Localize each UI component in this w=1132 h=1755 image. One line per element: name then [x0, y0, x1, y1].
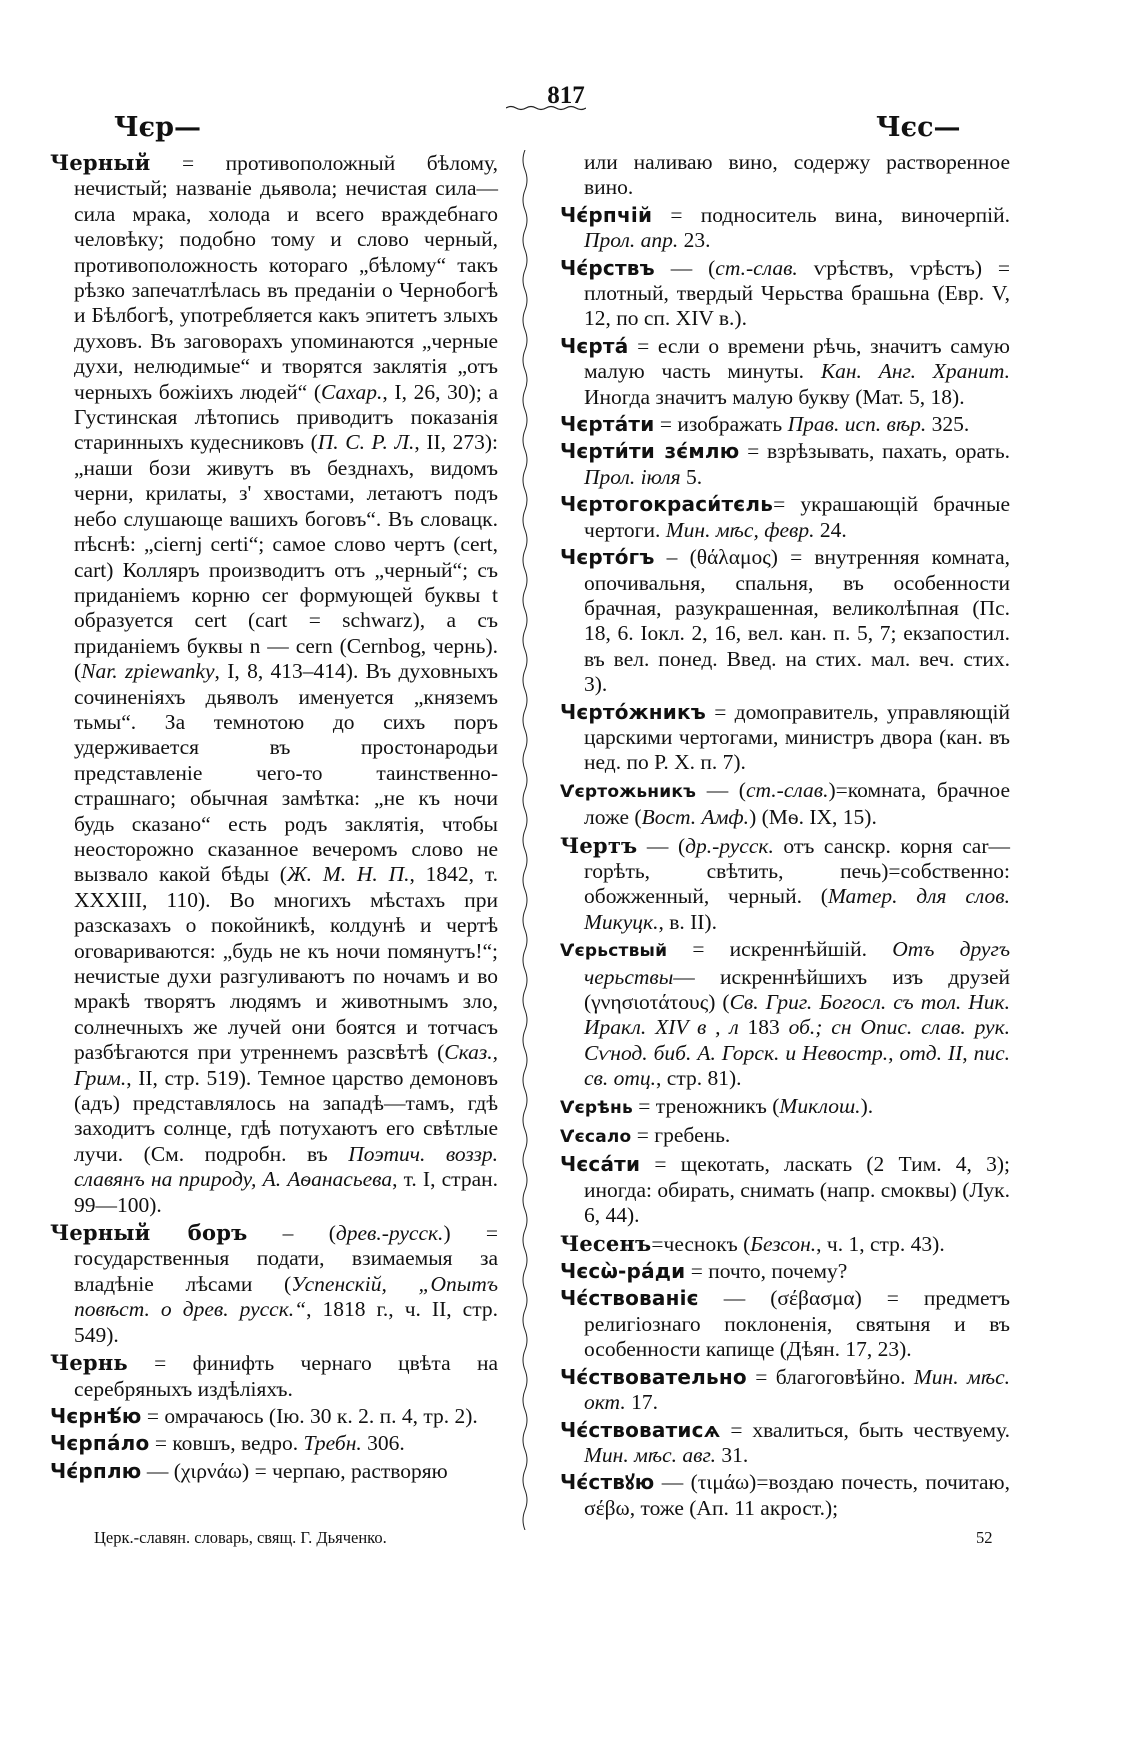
- entry-definition: 31.: [716, 1442, 749, 1467]
- running-head-left: Чєр—: [114, 112, 201, 143]
- dictionary-entry: [560, 1470, 1010, 1521]
- entry-headword: Черный: [50, 150, 151, 175]
- right-column: [560, 150, 1010, 1523]
- entry-citation: Безсон.: [750, 1231, 817, 1256]
- entry-headword: Чєрто́жникъ: [560, 699, 707, 724]
- dictionary-entry: [560, 1365, 1010, 1416]
- entry-definition: )=комната, брачное ложе (: [584, 777, 1010, 830]
- entry-definition: — (: [637, 833, 686, 858]
- dictionary-entry: [560, 545, 1010, 697]
- entry-citation: Прол. апр.: [584, 228, 679, 253]
- entry-citation: Прол. іюля: [584, 464, 681, 489]
- dictionary-entry: [560, 833, 1010, 936]
- entry-definition: 183: [738, 1015, 789, 1040]
- entry-citation: ст.-слав.: [745, 777, 829, 802]
- entry-citation: Мин. мѣс. авг.: [584, 1442, 716, 1467]
- entry-definition: = домоправитель, управляющій царскими чертогами, министръ двора (кан. въ нед. по Р. Х. п. 7).: [584, 699, 1010, 775]
- entry-citation: Сказ., Грим.: [74, 1040, 498, 1090]
- entry-definition: , т. I, стран. 99—100).: [74, 1167, 498, 1217]
- entry-citation: Отъ другъ черьствы: [584, 937, 1010, 989]
- dictionary-entry: [560, 1094, 1010, 1121]
- dictionary-entry: [560, 1123, 1010, 1150]
- entry-headword: Чєртогокраси́тєль: [560, 492, 774, 517]
- entry-headword: Чєрта́: [560, 333, 629, 358]
- entry-headword: Чє́рствъ: [560, 255, 655, 280]
- entry-citation: древ.-русск.: [335, 1221, 444, 1246]
- entry-definition: , II, 273): „наши бози живутъ въ безднахъ, видомъ черни, крилаты, з' хвостами, летаютъ подъ небо слушающе вашихъ боговъ“. Въ словацк. пѣснѣ: „ciernj certi“; самое слово чертъ (cert, cart) Колляръ производитъ отъ „черный“; съ приданіемъ корню cer формующей буквы t образуется cert (cart = schwarz), а съ приданіемъ буквы n — cern (Cernbog, чернь). (: [74, 430, 498, 684]
- entry-definition: = хвалиться, быть чествуему.: [720, 1417, 1010, 1442]
- entry-headword: Чертъ: [560, 832, 638, 858]
- dictionary-entry: [560, 412, 1010, 437]
- entry-citation: Поэтич. воззр. славянъ на природу, А. Аѳанасьева: [74, 1141, 498, 1192]
- entry-citation: Кан. Анг. Хранит.: [820, 359, 1010, 384]
- entry-citation: Мин. мѣс, февр.: [665, 517, 815, 542]
- entry-definition: = почто, почему?: [685, 1259, 848, 1284]
- entry-headword: Черный боръ: [50, 1220, 248, 1246]
- entry-definition: = омрачаюсь (Ію. 30 к. 2. п. 4, тр. 2).: [141, 1403, 478, 1428]
- entry-citation: Требн.: [303, 1431, 362, 1456]
- dictionary-entry: [560, 256, 1010, 332]
- entry-definition: = украшающій брачные чертоги.: [584, 492, 1010, 542]
- left-column: [50, 150, 498, 1486]
- dictionary-entry: [560, 700, 1010, 776]
- entry-citation: Прав. исп. вѣр.: [787, 412, 927, 437]
- header-rule: [506, 104, 586, 112]
- entry-definition: , в. II).: [658, 909, 717, 934]
- entry-definition: = благоговѣйно.: [746, 1364, 914, 1389]
- dictionary-entry: [560, 778, 1010, 831]
- entry-headword: Чє́ствовательно: [560, 1364, 747, 1389]
- entry-definition: = подноситель вина, виночерпій.: [652, 202, 1010, 227]
- entry-headword: Чєрти́ти зє́млю: [560, 439, 740, 464]
- dictionary-entry: [50, 150, 498, 1218]
- entry-headword: Чєрто́гъ: [560, 545, 655, 570]
- column-separator: [519, 150, 531, 1530]
- entry-definition: = треножникъ (: [632, 1093, 780, 1118]
- entry-definition: — искреннѣйшихъ изъ друзей (γνησιοτάτους) (: [584, 964, 1010, 1014]
- entry-headword: Ѵєртожьникъ: [560, 781, 697, 802]
- entry-citation: П. С. Р. Л.: [317, 430, 415, 455]
- continuation-text: или наливаю вино, содержу растворенное вино.: [584, 150, 1010, 200]
- dictionary-entry: [560, 937, 1010, 1091]
- entry-definition: , стр. 81).: [656, 1066, 742, 1091]
- entry-definition: – (θάλαμος) = внутренняя комната, опочивальня, спальня, въ особенности брачная, разукрашенная, великолѣпная (Пс. 18, 6. Іокл. 2, 16, вел. кан. п. 5, 7; екзапостил. въ вел. понед. Введ. на стих. мал. веч. стих. 3).: [584, 545, 1010, 697]
- entry-definition: = щекотать, ласкать (2 Тим. 4, 3); иногда: обирать, снимать (напр. смоквы) (Лук. 6, 44).: [584, 1152, 1010, 1228]
- entry-definition: = искреннѣйшій.: [667, 937, 893, 962]
- entry-definition: , 1818 г., ч. II, стр. 549).: [74, 1297, 498, 1347]
- dictionary-entry: [50, 1350, 498, 1402]
- entry-definition: = ковшъ, ведро.: [149, 1431, 304, 1456]
- entry-citation: Мин. мѣс. окт.: [584, 1364, 1010, 1415]
- entry-definition: =чеснокъ (: [651, 1231, 751, 1256]
- dictionary-entry: [560, 1418, 1010, 1469]
- entry-headword: Чесенъ: [560, 1230, 652, 1256]
- entry-definition: = взрѣзывать, пахать, орать.: [739, 439, 1011, 464]
- entry-headword: Чє́ствꙋю: [560, 1470, 655, 1495]
- entry-citation: Вост. Амф.: [641, 805, 750, 830]
- entry-citation: Матер. для слов. Микуцк.: [584, 884, 1010, 934]
- entry-citation: ст.-слав.: [715, 255, 798, 280]
- entry-definition: — (χιρνάω) = черпаю, растворяю: [141, 1458, 448, 1483]
- entry-headword: Чєрта́ти: [560, 412, 655, 437]
- dictionary-entry: [50, 1220, 498, 1348]
- entry-definition: ) (Мѳ. IX, 15).: [749, 805, 877, 830]
- entry-headword: Чєсѡ̀-ра́ди: [560, 1259, 686, 1284]
- entry-definition: 17.: [625, 1390, 658, 1415]
- running-head-right: Чєс—: [876, 112, 961, 143]
- entry-definition: ).: [860, 1093, 874, 1118]
- entry-citation: Успенскій, „Опытъ повѣст. о древ. русск.“: [74, 1271, 498, 1322]
- entry-headword: Чє́ствованіє: [560, 1286, 699, 1311]
- entry-headword: Ѵєсало: [560, 1127, 632, 1148]
- dictionary-entry: [560, 439, 1010, 490]
- entry-citation: др.-русск.: [685, 833, 774, 858]
- entry-definition: ѵрѣствъ, ѵрѣстъ) = плотный, твердый Черьства брашьна (Евр. V, 12, по сп. XIV в.).: [584, 255, 1010, 331]
- dictionary-entry: [560, 1152, 1010, 1228]
- entry-definition: 306.: [361, 1431, 405, 1456]
- entry-definition: , ч. 1, стр. 43).: [816, 1231, 945, 1256]
- entry-citation: Nar. zpiewanky: [81, 659, 215, 684]
- entry-definition: = гребень.: [631, 1123, 731, 1148]
- entry-definition: ) = государственныя подати, взимаемыя за владѣніе лѣсами (: [74, 1221, 498, 1296]
- entry-headword: Чєрнѣ́ю: [50, 1403, 142, 1428]
- entry-definition: , II, стр. 519). Темное царство демоновъ (адъ) представлялось на западѣ—тамъ, гдѣ заходитъ солнце, гдѣ потухаютъ его свѣтлые лучи. (См. подробн. въ: [74, 1065, 498, 1166]
- dictionary-entry: [560, 1231, 1010, 1257]
- entry-definition: — (: [654, 255, 716, 280]
- dictionary-entry: [50, 1431, 498, 1456]
- entry-headword: Чернь: [50, 1350, 128, 1376]
- entry-citation: Миклош.: [779, 1093, 861, 1118]
- entry-definition: = противоположный бѣлому, нечистый; названіе дьявола; нечистая сила—сила мрака, холода и всего враждебнаго человѣку; подобно тому и слово черный, противоположность котораго „бѣлому“ такъ рѣзко запечатлѣлась въ преданіи о Чернобогѣ и Бѣлбогѣ, употребляется какъ эпитетъ злыхъ духовъ. Въ заговорахъ упоминаются „черные духи, нелюдимые“ и творятся заклятія „отъ черныхъ божіихъ людей“ (: [74, 151, 498, 404]
- entry-headword: Чє́рплю: [50, 1458, 142, 1483]
- entry-definition: , 1842, т. XXXIII, 110). Во многихъ мѣстахъ при разсказахъ о покойникѣ, колдунѣ и чертѣ оговариваются: „будь не къ ночи помянутъ!“; нечистые духи разгуливаютъ по ночамъ и во мракѣ творятъ людямъ и животнымъ зло, солнечныхъ же лучей они боятся и тотчасъ разбѣгаются при утреннемъ разсвѣтѣ (: [74, 862, 498, 1065]
- dictionary-entry: [560, 334, 1010, 410]
- entry-headword: Чє́рпчій: [560, 202, 653, 227]
- entry-citation: Сахар.: [321, 379, 383, 404]
- entry-definition: — (τιμάω)=воздаю почесть, почитаю, σέβω, тоже (Ап. 11 акрост.);: [584, 1470, 1010, 1520]
- dictionary-entry: [50, 1404, 498, 1429]
- entry-definition: , I, 8, 413–414). Въ духовныхъ сочиненіяхъ дьяволъ именуется „княземъ тьмы“. За темнотою до сихъ поръ удерживается въ простонародьи представленіе чего-то таинственно-страшнаго; обычная замѣтка: „не къ ночи будь сказано“ есть родъ заклятія, чтобы неосторожно сказанное вечеромъ слово не вызвало какой бѣды (: [74, 659, 498, 887]
- entry-definition: 24.: [814, 517, 847, 542]
- entry-citation: Св. Григ. Богосл. съ тол. Ник. Иракл. XIV в , л: [584, 990, 1010, 1040]
- entry-citation: Ж. М. Н. П.: [286, 862, 410, 887]
- entry-headword: Чєрпа́ло: [50, 1431, 150, 1456]
- entry-definition: Иногда значитъ малую букву (Мат. 5, 18).: [584, 384, 965, 409]
- entry-citation: об.; сн Опис. слав. рук. Сѵнод. биб. А. Горск. и Невостр., отд. II, пис. св. отц.: [584, 1015, 1011, 1091]
- entry-definition: , I, 26, 30); а Густинская лѣтопись приводитъ показанія старинныхъ кудесниковъ (: [74, 379, 498, 455]
- entry-headword: Ѵєрѣнь: [560, 1097, 633, 1118]
- entry-headword: Ѵєрьствый: [560, 941, 668, 962]
- dictionary-entry: [50, 1459, 498, 1484]
- signature-mark: 52: [976, 1528, 993, 1547]
- entry-definition: = если о времени рѣчь, значитъ самую малую часть минуты.: [584, 333, 1010, 384]
- dictionary-entry: [560, 492, 1010, 543]
- entry-headword: Чєса́ти: [560, 1152, 641, 1177]
- dictionary-entry: [560, 1259, 1010, 1284]
- page-number: 817: [547, 82, 585, 109]
- entry-definition: 5.: [680, 464, 703, 489]
- dictionary-entry: [560, 203, 1010, 254]
- signature-line: Церк.-славян. словарь, свящ. Г. Дьяченко.: [94, 1528, 387, 1547]
- entry-definition: отъ санскр. корня car—горѣть, свѣтить, печь)=собственно: обожженный, черный. (: [584, 833, 1010, 909]
- entry-definition: — (: [696, 777, 746, 802]
- entry-definition: 23.: [678, 228, 711, 253]
- dictionary-entry: [560, 1286, 1010, 1362]
- entry-definition: = финифть чернаго цвѣта на серебряныхъ издѣліяхъ.: [74, 1351, 498, 1401]
- entry-headword: Чє́ствоватисѧ: [560, 1417, 721, 1442]
- entry-definition: — (σέβασμα) = предметъ религіознаго поклоненія, святыня и въ особенности капище (Дѣян. 17, 23).: [584, 1286, 1010, 1362]
- entry-definition: = изображать: [654, 412, 788, 437]
- entry-definition: 325.: [926, 412, 970, 437]
- entry-definition: – (: [247, 1221, 336, 1246]
